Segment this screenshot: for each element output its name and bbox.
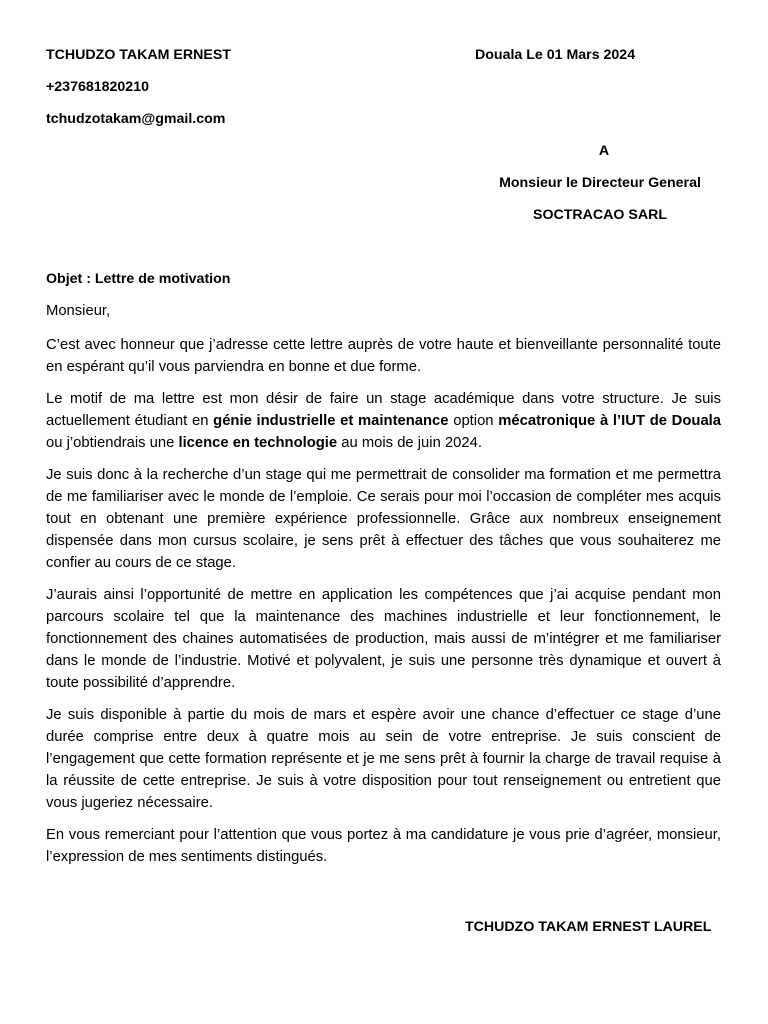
paragraph-2-text-2: option: [448, 413, 499, 429]
letter-date: Douala Le 01 Mars 2024: [475, 47, 636, 63]
recipient-block: [470, 142, 730, 238]
recipient-company: SOCTRACAO SARL: [533, 207, 667, 223]
recipient-title: Monsieur le Directeur General: [499, 175, 701, 191]
salutation: Monsieur,: [46, 303, 111, 319]
paragraph-2-text-3: ou j’obtiendrais une: [46, 435, 179, 451]
signature: TCHUDZO TAKAM ERNEST LAUREL: [465, 919, 712, 935]
letter-subject: Objet : Lettre de motivation: [46, 271, 231, 287]
paragraph-2-bold-2: mécatronique à l’IUT de Douala: [498, 413, 722, 429]
paragraph-1: C’est avec honneur que j’adresse cette lettre auprès de votre haute et bienveillante personnalité toute en espérant qu’il vous parviendra en bonne et due forme.: [46, 337, 721, 375]
paragraph-6: En vous remerciant pour l’attention que vous portez à ma candidature je vous prie d’agréer, monsieur, l’expression de mes sentiments distingués.: [46, 827, 721, 865]
sender-email: tchudzotakam@gmail.com: [46, 111, 226, 127]
paragraph-4: J’aurais ainsi l’opportunité de mettre en application les compétences que j’ai acquise pendant mon parcours scolaire tel que la maintenance des machines industrielle et leur fonctionnement, le fonctionnement des chaines automatisées de production, mais aussi de m’intégrer et me familiariser dans le monde de l’industrie. Motivé et polyvalent, je suis une personne très dynamique et ouvert à toute possibilité d’apprendre.: [46, 587, 721, 691]
paragraph-5: Je suis disponible à partie du mois de mars et espère avoir une chance d’effectuer ce stage d’une durée comprise entre deux à quatre mois au sein de votre entreprise. Je suis conscient de l’engagement que cette formation représente et je me sens prêt à fournir la charge de travail requise à la réussite de cette entreprise. Je suis à votre disposition pour tout renseignement ou entretient que vous jugeriez nécessaire.: [46, 707, 721, 811]
paragraph-2-bold-3: licence en technologie: [178, 435, 338, 451]
paragraph-2: [46, 388, 721, 454]
sender-name: TCHUDZO TAKAM ERNEST: [46, 47, 231, 63]
paragraph-2-bold-1: génie industrielle et maintenance: [213, 413, 449, 429]
sender-phone: +237681820210: [46, 79, 149, 95]
letter-body: [46, 334, 721, 878]
sender-block: [46, 46, 231, 142]
recipient-prefix: A: [598, 143, 610, 159]
paragraph-3: Je suis donc à la recherche d’un stage qui me permettrait de consolider ma formation et me permettra de me familiariser avec le monde de l’emploie. Ce serais pour moi l’occasion de compléter mes acquis tout en obtenant une première expérience professionnelle. Grâce aux nombreux enseignement dispensée dans mon cursus scolaire, je sens prêt à effectuer des tâches que vous souhaiterez me confier au cours de ce stage.: [46, 467, 721, 571]
paragraph-2-text-4: au mois de juin 2024.: [337, 435, 482, 451]
paragraph-2-text-1: Le motif de ma lettre est mon désir de faire un stage académique dans votre structure. Je suis actuellement étudiant en: [46, 391, 721, 429]
